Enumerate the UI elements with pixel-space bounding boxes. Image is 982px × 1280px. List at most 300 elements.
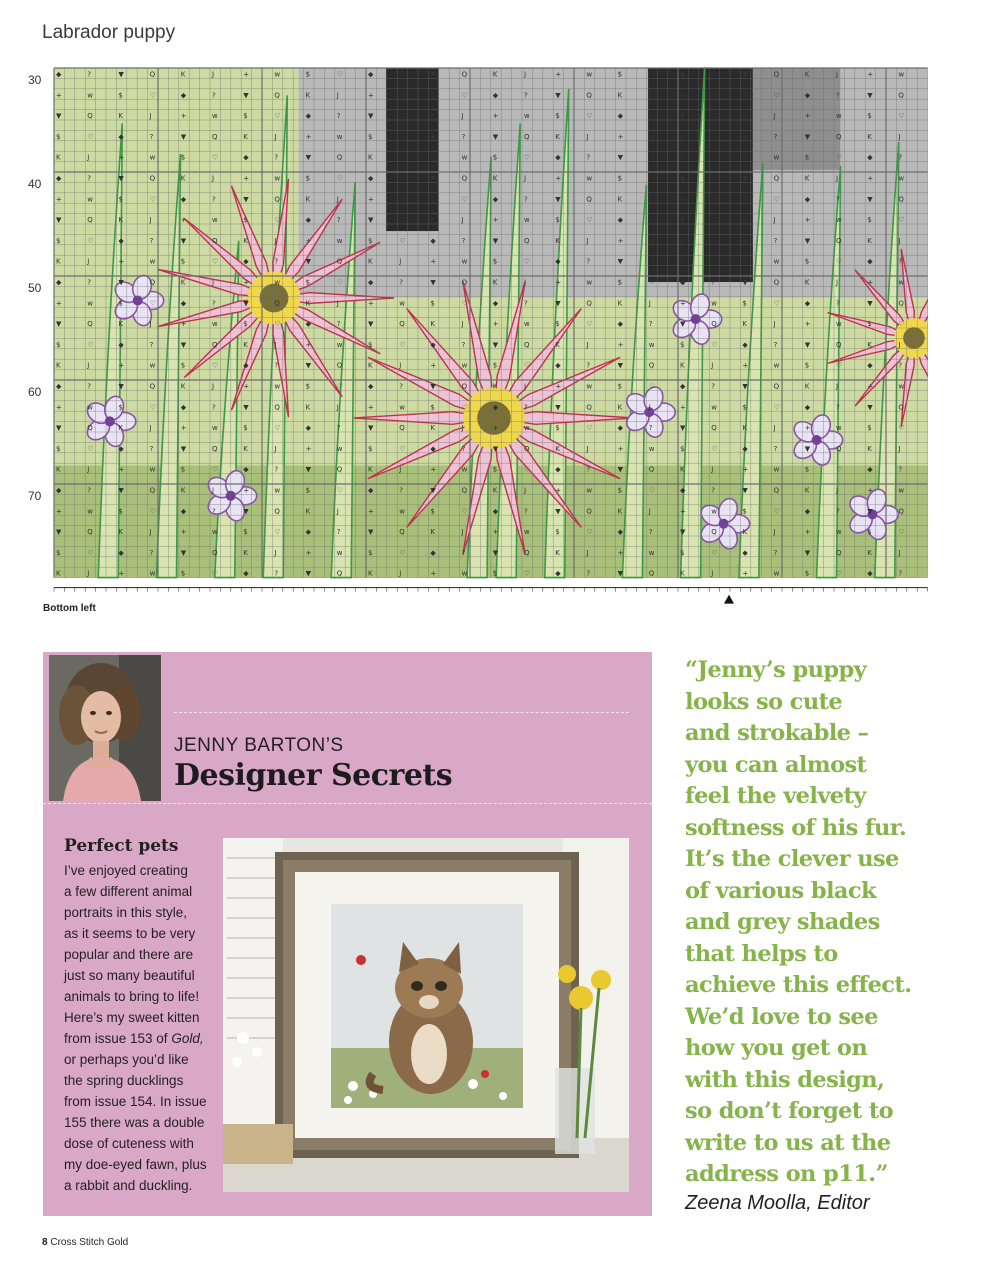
stitch-symbol: $	[243, 320, 248, 329]
stitch-symbol: w	[274, 278, 281, 287]
stitch-symbol: J	[336, 507, 339, 516]
stitch-symbol: ◆	[430, 132, 436, 141]
stitch-symbol: +	[617, 548, 624, 557]
stitch-symbol: +	[804, 320, 811, 329]
stitch-symbol: w	[336, 236, 343, 245]
stitch-symbol: ♡	[773, 299, 780, 308]
stitch-symbol: Q	[836, 132, 842, 141]
stitch-symbol: ◆	[617, 424, 623, 433]
stitch-symbol: Q	[648, 465, 655, 474]
stitch-symbol: w	[87, 403, 93, 412]
stitch-symbol: ?	[586, 465, 591, 474]
stitch-symbol: ♡	[586, 216, 593, 225]
stitch-symbol: K	[368, 153, 373, 162]
stitch-symbol: J	[399, 257, 402, 266]
stitch-symbol: J	[898, 132, 901, 141]
stitch-symbol: K	[804, 70, 810, 79]
stitch-symbol: ?	[836, 403, 840, 412]
stitch-symbol: ♡	[336, 486, 344, 495]
stitch-symbol: ♡	[274, 112, 281, 121]
stitch-symbol: +	[867, 486, 874, 495]
stitch-symbol: K	[867, 548, 872, 557]
stitch-symbol: Q	[461, 382, 468, 391]
stitch-symbol: $	[492, 361, 498, 370]
centre-marker-icon	[724, 595, 734, 604]
stitch-symbol: Q	[212, 548, 218, 557]
stitch-symbol: ?	[773, 548, 778, 557]
stitch-symbol: ▼	[742, 278, 748, 287]
stitch-symbol: ◆	[56, 486, 62, 495]
stitch-symbol: K	[180, 382, 186, 391]
stitch-symbol: Q	[461, 70, 468, 79]
stitch-symbol: Q	[586, 403, 592, 412]
stitch-symbol: ♡	[461, 91, 468, 100]
stitch-symbol: Q	[898, 299, 904, 308]
stitch-symbol: K	[118, 216, 123, 225]
stitch-symbol: Q	[87, 112, 93, 121]
stitch-symbol: J	[711, 153, 714, 162]
stitch-symbol: +	[305, 132, 312, 141]
stitch-symbol: K	[305, 403, 311, 412]
stitch-symbol: ?	[586, 257, 591, 266]
stitch-symbol: ?	[336, 424, 341, 433]
stitch-symbol: J	[399, 153, 402, 162]
portrait-image	[49, 655, 161, 801]
stitch-symbol: $	[680, 548, 685, 557]
stitch-symbol: K	[555, 132, 560, 141]
stitch-symbol: J	[212, 278, 215, 287]
stitch-symbol: +	[555, 174, 562, 183]
stitch-symbol: ♡	[711, 340, 718, 349]
stitch-symbol: w	[648, 132, 655, 141]
stitch-symbol: ▼	[118, 174, 124, 183]
stitch-symbol: ◆	[867, 153, 873, 162]
stitch-symbol: +	[492, 424, 499, 433]
stitch-symbol: K	[180, 174, 186, 183]
stitch-symbol: ▼	[555, 299, 561, 308]
stitch-symbol: ♡	[648, 278, 656, 287]
stitch-symbol: ◆	[430, 340, 436, 349]
stitch-symbol: K	[430, 216, 435, 225]
stitch-symbol: +	[555, 382, 562, 391]
stitch-symbol: J	[336, 195, 339, 204]
body-line: popular and there are	[64, 947, 194, 962]
row-label-60: 60	[28, 385, 42, 399]
stitch-symbol: ?	[212, 403, 216, 412]
stitch-symbol: ▼	[56, 528, 62, 537]
stitch-symbol: $	[56, 444, 61, 453]
stitch-symbol: ▼	[617, 569, 623, 578]
stitch-symbol: J	[524, 174, 527, 183]
stitch-symbol: ?	[648, 112, 653, 121]
stitch-symbol: w	[149, 153, 156, 162]
stitch-symbol: J	[711, 569, 714, 578]
stitch-symbol: +	[492, 320, 499, 329]
stitch-symbol: Q	[711, 216, 717, 225]
designer-portrait	[49, 655, 161, 801]
divider	[43, 803, 652, 804]
stitch-symbol: ▼	[180, 444, 187, 453]
stitch-symbol: K	[492, 486, 498, 495]
stitch-symbol: K	[680, 153, 685, 162]
stitch-symbol: Q	[212, 340, 218, 349]
stitch-symbol: J	[274, 340, 277, 349]
stitch-symbol: $	[243, 112, 248, 121]
stitch-symbol: ◆	[368, 174, 374, 183]
stitch-symbol: $	[742, 403, 747, 412]
stitch-symbol: ♡	[274, 320, 281, 329]
stitch-symbol: w	[898, 70, 905, 79]
body-heading: Perfect pets	[64, 836, 179, 856]
stitch-symbol: ?	[399, 70, 403, 79]
body-line	[64, 1028, 214, 1049]
stitch-symbol: J	[836, 70, 839, 79]
stitch-symbol: J	[586, 132, 589, 141]
stitch-symbol: ♡	[898, 424, 905, 433]
stitch-symbol: ▼	[555, 91, 561, 100]
daisy-right-centre-dots	[903, 327, 925, 349]
stitch-symbol: J	[586, 444, 589, 453]
stitch-symbol: J	[212, 70, 215, 79]
stitch-symbol: +	[492, 112, 499, 121]
stitch-symbol: ▼	[804, 236, 811, 245]
stitch-symbol: ◆	[492, 299, 499, 308]
stitch-symbol: +	[118, 465, 125, 474]
stitch-symbol: $	[243, 216, 248, 225]
stitch-symbol: K	[56, 569, 61, 578]
stitch-symbol: K	[430, 424, 435, 433]
stitch-symbol: $	[617, 278, 623, 287]
stitch-symbol: K	[804, 174, 810, 183]
stitch-symbol: $	[56, 340, 61, 349]
stitch-symbol: K	[555, 548, 560, 557]
stitch-symbol: +	[368, 195, 374, 204]
stitch-symbol: ?	[87, 70, 91, 79]
stitch-symbol: $	[555, 424, 560, 433]
stitch-symbol: ◆	[118, 236, 124, 245]
stitch-symbol: w	[524, 320, 530, 329]
stitch-symbol: ?	[274, 569, 279, 578]
stitch-symbol: J	[586, 548, 589, 557]
stitch-symbol: K	[56, 153, 61, 162]
stitch-symbol: $	[118, 403, 123, 412]
stitch-symbol: ♡	[87, 132, 94, 141]
stitch-symbol: w	[524, 216, 530, 225]
stitch-symbol: ▼	[617, 257, 623, 266]
stitch-symbol: +	[305, 444, 312, 453]
stitch-symbol: w	[399, 195, 405, 204]
stitch-symbol: w	[836, 320, 842, 329]
stitch-symbol: +	[368, 299, 374, 308]
stitch-symbol: Q	[461, 486, 468, 495]
stitch-symbol: $	[118, 299, 123, 308]
stitch-symbol: J	[149, 216, 152, 225]
stitch-symbol: ◆	[305, 112, 311, 121]
stitch-symbol: +	[617, 236, 624, 245]
stitch-symbol: ▼	[555, 507, 561, 516]
stitch-symbol: $	[180, 465, 186, 474]
stitch-symbol: K	[305, 507, 311, 516]
stitch-symbol: ?	[87, 382, 91, 391]
stitch-symbol: ♡	[711, 236, 718, 245]
stitch-symbol: ◆	[56, 70, 62, 79]
stitch-symbol: w	[87, 299, 93, 308]
editor-quote	[685, 655, 935, 1191]
stitch-symbol: ♡	[212, 569, 219, 578]
stitch-symbol: Q	[336, 361, 343, 370]
stitch-symbol: $	[804, 569, 810, 578]
stitch-symbol: Q	[648, 569, 655, 578]
stitch-symbol: ◆	[617, 216, 623, 225]
stitch-symbol: w	[274, 174, 281, 183]
stitch-symbol: +	[680, 507, 686, 516]
stitch-symbol: ▼	[180, 132, 187, 141]
stitch-symbol: ◆	[180, 507, 187, 516]
stitch-symbol: $	[368, 444, 373, 453]
stitch-symbol: ♡	[711, 444, 718, 453]
stitch-symbol: J	[524, 382, 527, 391]
stitch-symbol: ▼	[430, 70, 436, 79]
stitch-symbol: ◆	[305, 424, 311, 433]
stitch-symbol: ◆	[555, 153, 561, 162]
stitch-symbol: Q	[586, 507, 592, 516]
stitch-symbol: Q	[149, 382, 156, 391]
stitch-symbol: J	[149, 320, 152, 329]
stitch-symbol: ◆	[368, 382, 374, 391]
stitch-symbol: K	[368, 569, 373, 578]
row-label-70: 70	[28, 489, 42, 503]
stitch-symbol: +	[243, 486, 250, 495]
stitch-symbol: Q	[773, 486, 780, 495]
stitch-symbol: ◆	[430, 236, 436, 245]
stitch-symbol: ◆	[56, 382, 62, 391]
stitch-symbol: J	[898, 444, 901, 453]
stitch-symbol: $	[118, 91, 123, 100]
violet-centre	[133, 296, 143, 306]
stitch-symbol: ?	[336, 112, 341, 121]
stitch-symbol: ?	[461, 340, 466, 349]
stitch-symbol: +	[617, 132, 624, 141]
stitch-symbol: ▼	[742, 174, 748, 183]
stitch-symbol: $	[867, 216, 872, 225]
row-label-40: 40	[28, 177, 42, 191]
stitch-symbol: +	[56, 91, 62, 100]
stitch-symbol: ♡	[648, 382, 656, 391]
stitch-symbol: K	[430, 528, 435, 537]
stitch-symbol: $	[305, 174, 311, 183]
stitch-symbol: +	[867, 70, 874, 79]
stitch-symbol: Q	[711, 528, 717, 537]
stitch-symbol: ◆	[804, 299, 811, 308]
stitch-symbol: w	[648, 236, 655, 245]
stitch-symbol: w	[648, 548, 655, 557]
stitch-symbol: +	[555, 278, 562, 287]
body-text	[64, 860, 214, 1196]
stitch-symbol: J	[586, 236, 589, 245]
stitch-symbol: ?	[648, 216, 653, 225]
stitch-symbol: w	[212, 528, 218, 537]
stitch-symbol: ▼	[680, 112, 686, 121]
stitch-symbol: $	[118, 507, 123, 516]
stitch-symbol: ?	[149, 132, 154, 141]
stitch-symbol: ?	[212, 299, 216, 308]
stitch-symbol: w	[87, 91, 93, 100]
stitch-symbol: ?	[648, 528, 653, 537]
stitch-symbol: J	[212, 486, 215, 495]
stitch-symbol: w	[212, 424, 218, 433]
stitch-symbol: $	[368, 340, 373, 349]
stitch-symbol: +	[118, 257, 125, 266]
stitch-symbol: +	[742, 569, 749, 578]
stitch-symbol: w	[773, 465, 780, 474]
stitch-symbol: K	[492, 278, 498, 287]
stitch-symbol: K	[680, 361, 685, 370]
stitch-symbol: J	[773, 320, 776, 329]
body-line: animals to bring to life!	[64, 989, 200, 1004]
stitch-symbol: ◆	[368, 278, 374, 287]
stitch-symbol: J	[524, 486, 527, 495]
stitch-symbol: $	[430, 195, 435, 204]
stitch-symbol: w	[898, 174, 905, 183]
stitch-symbol: ?	[898, 569, 903, 578]
stitch-symbol: ◆	[118, 548, 124, 557]
stitch-symbol: ?	[836, 195, 840, 204]
stitch-symbol: K	[430, 112, 435, 121]
stitch-symbol: ?	[648, 424, 653, 433]
stitch-symbol: ?	[274, 153, 279, 162]
stitch-symbol: ▼	[430, 486, 436, 495]
stitch-symbol: ▼	[180, 548, 187, 557]
magazine-title-italic: Gold,	[171, 1031, 204, 1046]
quote-line: It’s the clever use	[685, 846, 899, 872]
stitch-symbol: ◆	[867, 257, 873, 266]
stitch-symbol: +	[867, 382, 874, 391]
stitch-symbol: ♡	[524, 153, 531, 162]
stitch-symbol: w	[399, 91, 405, 100]
stitch-symbol: w	[399, 507, 405, 516]
stitch-symbol: ?	[274, 257, 279, 266]
stitch-symbol: ?	[212, 507, 216, 516]
stitch-symbol: $	[867, 528, 872, 537]
stitch-symbol: ◆	[492, 507, 499, 516]
stitch-symbol: $	[430, 91, 435, 100]
stitch-symbol: ?	[274, 465, 279, 474]
stitch-symbol: ♡	[87, 444, 94, 453]
stitch-symbol: w	[274, 70, 281, 79]
stitch-symbol: ♡	[149, 195, 156, 204]
stitch-symbol: w	[773, 153, 780, 162]
stitch-symbol: w	[149, 257, 156, 266]
stitch-symbol: +	[118, 569, 125, 578]
stitch-symbol: K	[243, 236, 248, 245]
stitch-symbol: Q	[711, 424, 717, 433]
stitch-symbol: Q	[586, 195, 592, 204]
stitch-symbol: ◆	[243, 465, 249, 474]
stitch-symbol: ▼	[804, 548, 811, 557]
stitch-symbol: ▼	[430, 382, 436, 391]
stitch-symbol: +	[368, 403, 374, 412]
stitch-symbol: ◆	[742, 236, 748, 245]
stitch-symbol: ♡	[399, 444, 406, 453]
stitch-symbol: w	[149, 465, 156, 474]
stitch-symbol: K	[617, 507, 623, 516]
stitch-symbol: ?	[711, 174, 715, 183]
stitch-symbol: $	[867, 424, 872, 433]
stitch-symbol: ?	[87, 486, 91, 495]
stitch-symbol: K	[430, 320, 435, 329]
stitch-symbol: ◆	[617, 112, 623, 121]
stitch-symbol: ▼	[555, 195, 561, 204]
stitch-symbol: $	[180, 257, 186, 266]
stitch-symbol: ♡	[274, 424, 281, 433]
stitch-symbol: ?	[836, 299, 840, 308]
stitch-symbol: K	[742, 112, 747, 121]
stitch-symbol: J	[399, 361, 402, 370]
stitch-symbol: ▼	[492, 340, 499, 349]
stitch-symbol: ♡	[836, 569, 843, 578]
stitch-symbol: $	[680, 236, 685, 245]
stitch-symbol: ▼	[243, 299, 249, 308]
stitch-symbol: ▼	[305, 153, 311, 162]
stitch-symbol: ▼	[430, 278, 436, 287]
stitch-symbol: w	[461, 569, 468, 578]
stitch-symbol: w	[773, 569, 780, 578]
stitch-symbol: Q	[87, 320, 93, 329]
daisy-left-centre-dots	[260, 284, 289, 313]
stitch-symbol: +	[617, 444, 624, 453]
stitch-symbol: w	[836, 216, 842, 225]
stitch-symbol: ▼	[368, 216, 374, 225]
stitch-symbol: ?	[773, 340, 778, 349]
stitch-symbol: $	[680, 340, 685, 349]
stitch-symbol: w	[336, 444, 343, 453]
stitch-symbol: w	[711, 403, 717, 412]
stitch-symbol: ◆	[555, 257, 561, 266]
stitch-symbol: K	[867, 132, 872, 141]
stitch-symbol: J	[212, 174, 215, 183]
stitch-symbol: J	[399, 465, 402, 474]
stitch-symbol: ▼	[305, 257, 311, 266]
stitch-symbol: ?	[461, 236, 466, 245]
stitch-symbol: Q	[399, 112, 405, 121]
stitch-symbol: ?	[773, 444, 778, 453]
stitch-symbol: ?	[149, 340, 154, 349]
quote-line: of various black	[685, 877, 876, 904]
stitch-symbol: $	[555, 112, 560, 121]
stitch-symbol: +	[742, 153, 749, 162]
stitch-symbol: Q	[87, 528, 93, 537]
stitch-symbol: ▼	[680, 320, 686, 329]
stitch-symbol: ◆	[680, 382, 686, 391]
stitch-symbol: ?	[773, 236, 778, 245]
stitch-symbol: Q	[524, 340, 530, 349]
stitch-symbol: J	[87, 257, 90, 266]
stitch-symbol: Q	[274, 507, 280, 516]
stitch-symbol: +	[243, 278, 250, 287]
stitch-symbol: ▼	[804, 444, 811, 453]
stitch-symbol: $	[180, 153, 186, 162]
stitch-symbol: ▼	[617, 465, 623, 474]
stitch-symbol: J	[836, 174, 839, 183]
stitch-symbol: +	[305, 548, 312, 557]
stitch-symbol: ♡	[336, 382, 344, 391]
stitch-symbol: $	[305, 70, 311, 79]
stitch-symbol: ◆	[804, 91, 811, 100]
stitch-symbol: ▼	[680, 424, 686, 433]
stitch-symbol: +	[804, 216, 811, 225]
stitch-symbol: $	[56, 548, 61, 557]
stitch-symbol: ♡	[711, 548, 718, 557]
